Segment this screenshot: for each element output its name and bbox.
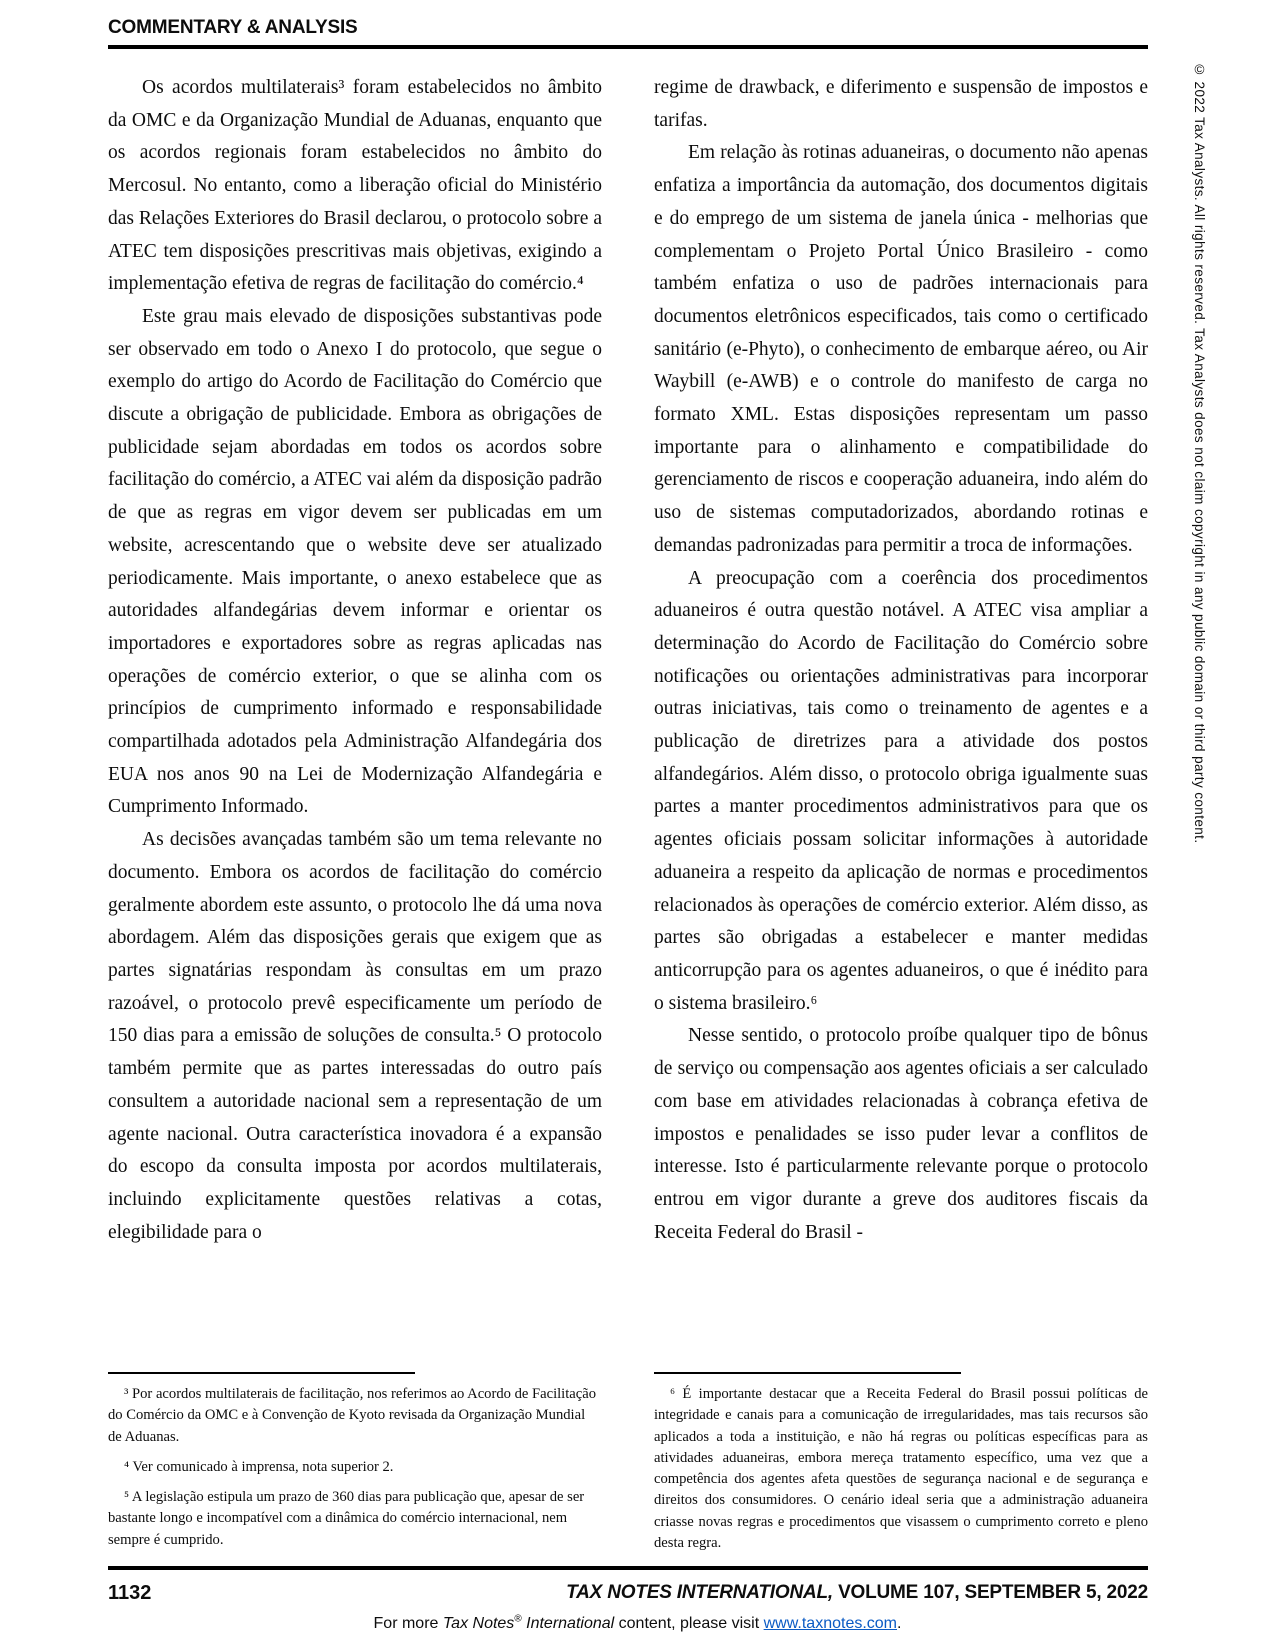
journal-citation xyxy=(566,1582,1148,1604)
footnote-3: ³ Por acordos multilaterais de facilitação, nos referimos ao Acordo de Facilitação do Comércio da OMC e à Convenção de Kyoto revisada da Organização Mundial de Aduanas. xyxy=(108,1386,597,1445)
footnote-separator-left xyxy=(108,1372,415,1374)
copyright-sidebar: © 2022 Tax Analysts. All rights reserved. Tax Analysts does not claim copyright in any public domain or third party content. xyxy=(1192,62,1207,844)
page-number: 1132 xyxy=(108,1582,152,1604)
section-heading: COMMENTARY & ANALYSIS xyxy=(108,17,358,38)
footnote-separator-right xyxy=(654,1372,961,1374)
taxnotes-link[interactable]: www.taxnotes.com xyxy=(763,1615,898,1632)
journal-issue: VOLUME 107, SEPTEMBER 5, 2022 xyxy=(832,1582,1148,1603)
footnote-6: ⁶ É importante destacar que a Receita Federal do Brasil possui políticas de integridade e canais para a comunicação de irregularidades, mas tais recursos são aplicados a toda a instituição, e não há regras ou políticas específicas para as atividades aduaneiras, embora mereça tratamento específico, uma vez que a competência dos agentes afeta questões de segurança nacional e de segurança e direitos dos consumidores. O cenário ideal seria que a administração aduaneira criasse novas regras e procedimentos que visassem o cumprimento correto e pleno desta regra. xyxy=(654,1386,1148,1552)
footnotes-right xyxy=(654,1384,1148,1554)
tagline-brand-suffix: International xyxy=(521,1615,615,1632)
body-paragraph: Nesse sentido, o protocolo proíbe qualquer tipo de bônus de serviço ou compensação aos agentes oficiais a ser calculado com base em atividades relacionadas à cobrança efetiva de impostos e penalidades se isso puder levar a conflitos de interesse. Isto é particularmente relevante porque o protocolo entrou em vigor durante a greve dos auditores fiscais da Receita Federal do Brasil - xyxy=(654,1025,1148,1243)
tagline-middle: content, please visit xyxy=(614,1615,764,1632)
tagline-end: . xyxy=(897,1615,902,1632)
footer-rule xyxy=(108,1566,1148,1570)
tagline-brand: Tax Notes xyxy=(442,1615,515,1632)
header-rule xyxy=(108,45,1148,49)
body-paragraph: As decisões avançadas também são um tema relevante no documento. Embora os acordos de facilitação do comércio geralmente abordem este assunto, o protocolo lhe dá uma nova abordagem. Além das disposições gerais que exigem que as partes signatárias respondam às consultas em um prazo razoável, o protocolo prevê especificamente um período de 150 dias para a emissão de soluções de consulta.⁵ O protocolo também permite que as partes interessadas do outro país consultem a autoridade nacional sem a representação de um agente nacional. Outra característica inovadora é a expansão do escopo da consulta imposta por acordos multilaterais, incluindo explicitamente questões relativas a cotas, elegibilidade para o xyxy=(108,829,602,1243)
journal-title: TAX NOTES INTERNATIONAL, xyxy=(566,1582,833,1603)
body-paragraph: Este grau mais elevado de disposições substantivas pode ser observado em todo o Anexo I do protocolo, que segue o exemplo do artigo do Acordo de Facilitação do Comércio que discute a obrigação de publicidade. Embora as obrigações de publicidade sejam abordadas em todos os acordos sobre facilitação do comércio, a ATEC vai além da disposição padrão de que as regras em vigor devem ser publicadas em um website, acrescentando que o website deve ser atualizado periodicamente. Mais importante, o anexo estabelece que as autoridades alfandegárias devem informar e orientar os importadores e exportadores sobre as regras aplicadas nas operações de comércio exterior, o que se alinha com os princípios de cumprimento informado e responsabilidade compartilhada adotados pela Administração Alfandegária dos EUA nos anos 90 na Lei de Modernização Alfandegária e Cumprimento Informado. xyxy=(108,305,602,818)
footer-tagline xyxy=(0,1615,1275,1633)
body-paragraph: Os acordos multilaterais³ foram estabelecidos no âmbito da OMC e da Organização Mundial de Aduanas, enquanto que os acordos regionais foram estabelecidos no âmbito do Mercosul. No entanto, como a liberação oficial do Ministério das Relações Exteriores do Brasil declarou, o protocolo sobre a ATEC tem disposições prescritivas mais objetivas, exigindo a implementação efetiva de regras de facilitação do comércio.⁴ xyxy=(108,77,602,295)
footnotes-left xyxy=(108,1384,602,1560)
footnote-5: ⁵ A legislação estipula um prazo de 360 dias para publicação que, apesar de ser bastante longo e incompatível com a dinâmica do comércio internacional, nem sempre é cumprido. xyxy=(108,1489,585,1548)
body-paragraph-continuation: regime de drawback, e diferimento e suspensão de impostos e tarifas. xyxy=(654,77,1148,131)
column-right xyxy=(654,72,1148,1249)
body-paragraph: A preocupação com a coerência dos procedimentos aduaneiros é outra questão notável. A ATEC visa ampliar a determinação do Acordo de Facilitação do Comércio sobre notificações ou orientações administrativas para incorporar outras iniciativas, tais como o treinamento de agentes e a publicação de diretrizes para a atividade dos postos alfandegários. Além disso, o protocolo obriga igualmente suas partes a manter procedimentos administrativos para que os agentes oficiais possam solicitar informações à autoridade aduaneira a respeito da aplicação de normas e procedimentos relacionados às operações de comércio exterior. Além disso, as partes são obrigadas a estabelecer e manter medidas anticorrupção para os agentes aduaneiros, o que é inédito para o sistema brasileiro.⁶ xyxy=(654,567,1148,1014)
footnote-4: ⁴ Ver comunicado à imprensa, nota superior 2. xyxy=(124,1458,394,1475)
tagline-prefix: For more xyxy=(373,1615,443,1632)
column-left xyxy=(108,72,602,1249)
registered-trademark-symbol: ® xyxy=(514,1613,522,1625)
body-paragraph: Em relação às rotinas aduaneiras, o documento não apenas enfatiza a importância da automação, dos documentos digitais e do emprego de um sistema de janela única - melhorias que complementam o Projeto Portal Único Brasileiro - como também enfatiza o uso de padrões internacionais para documentos eletrônicos especificados, tais como o certificado sanitário (e-Phyto), o conhecimento de embarque aéreo, ou Air Waybill (e-AWB) e o controle do manifesto de carga no formato XML. Estas disposições representam um passo importante para o alinhamento e compatibilidade do gerenciamento de riscos e cooperação aduaneira, indo além do uso de sistemas computadorizados, abordando rotinas e demandas padronizadas para permitir a troca de informações. xyxy=(654,142,1148,556)
